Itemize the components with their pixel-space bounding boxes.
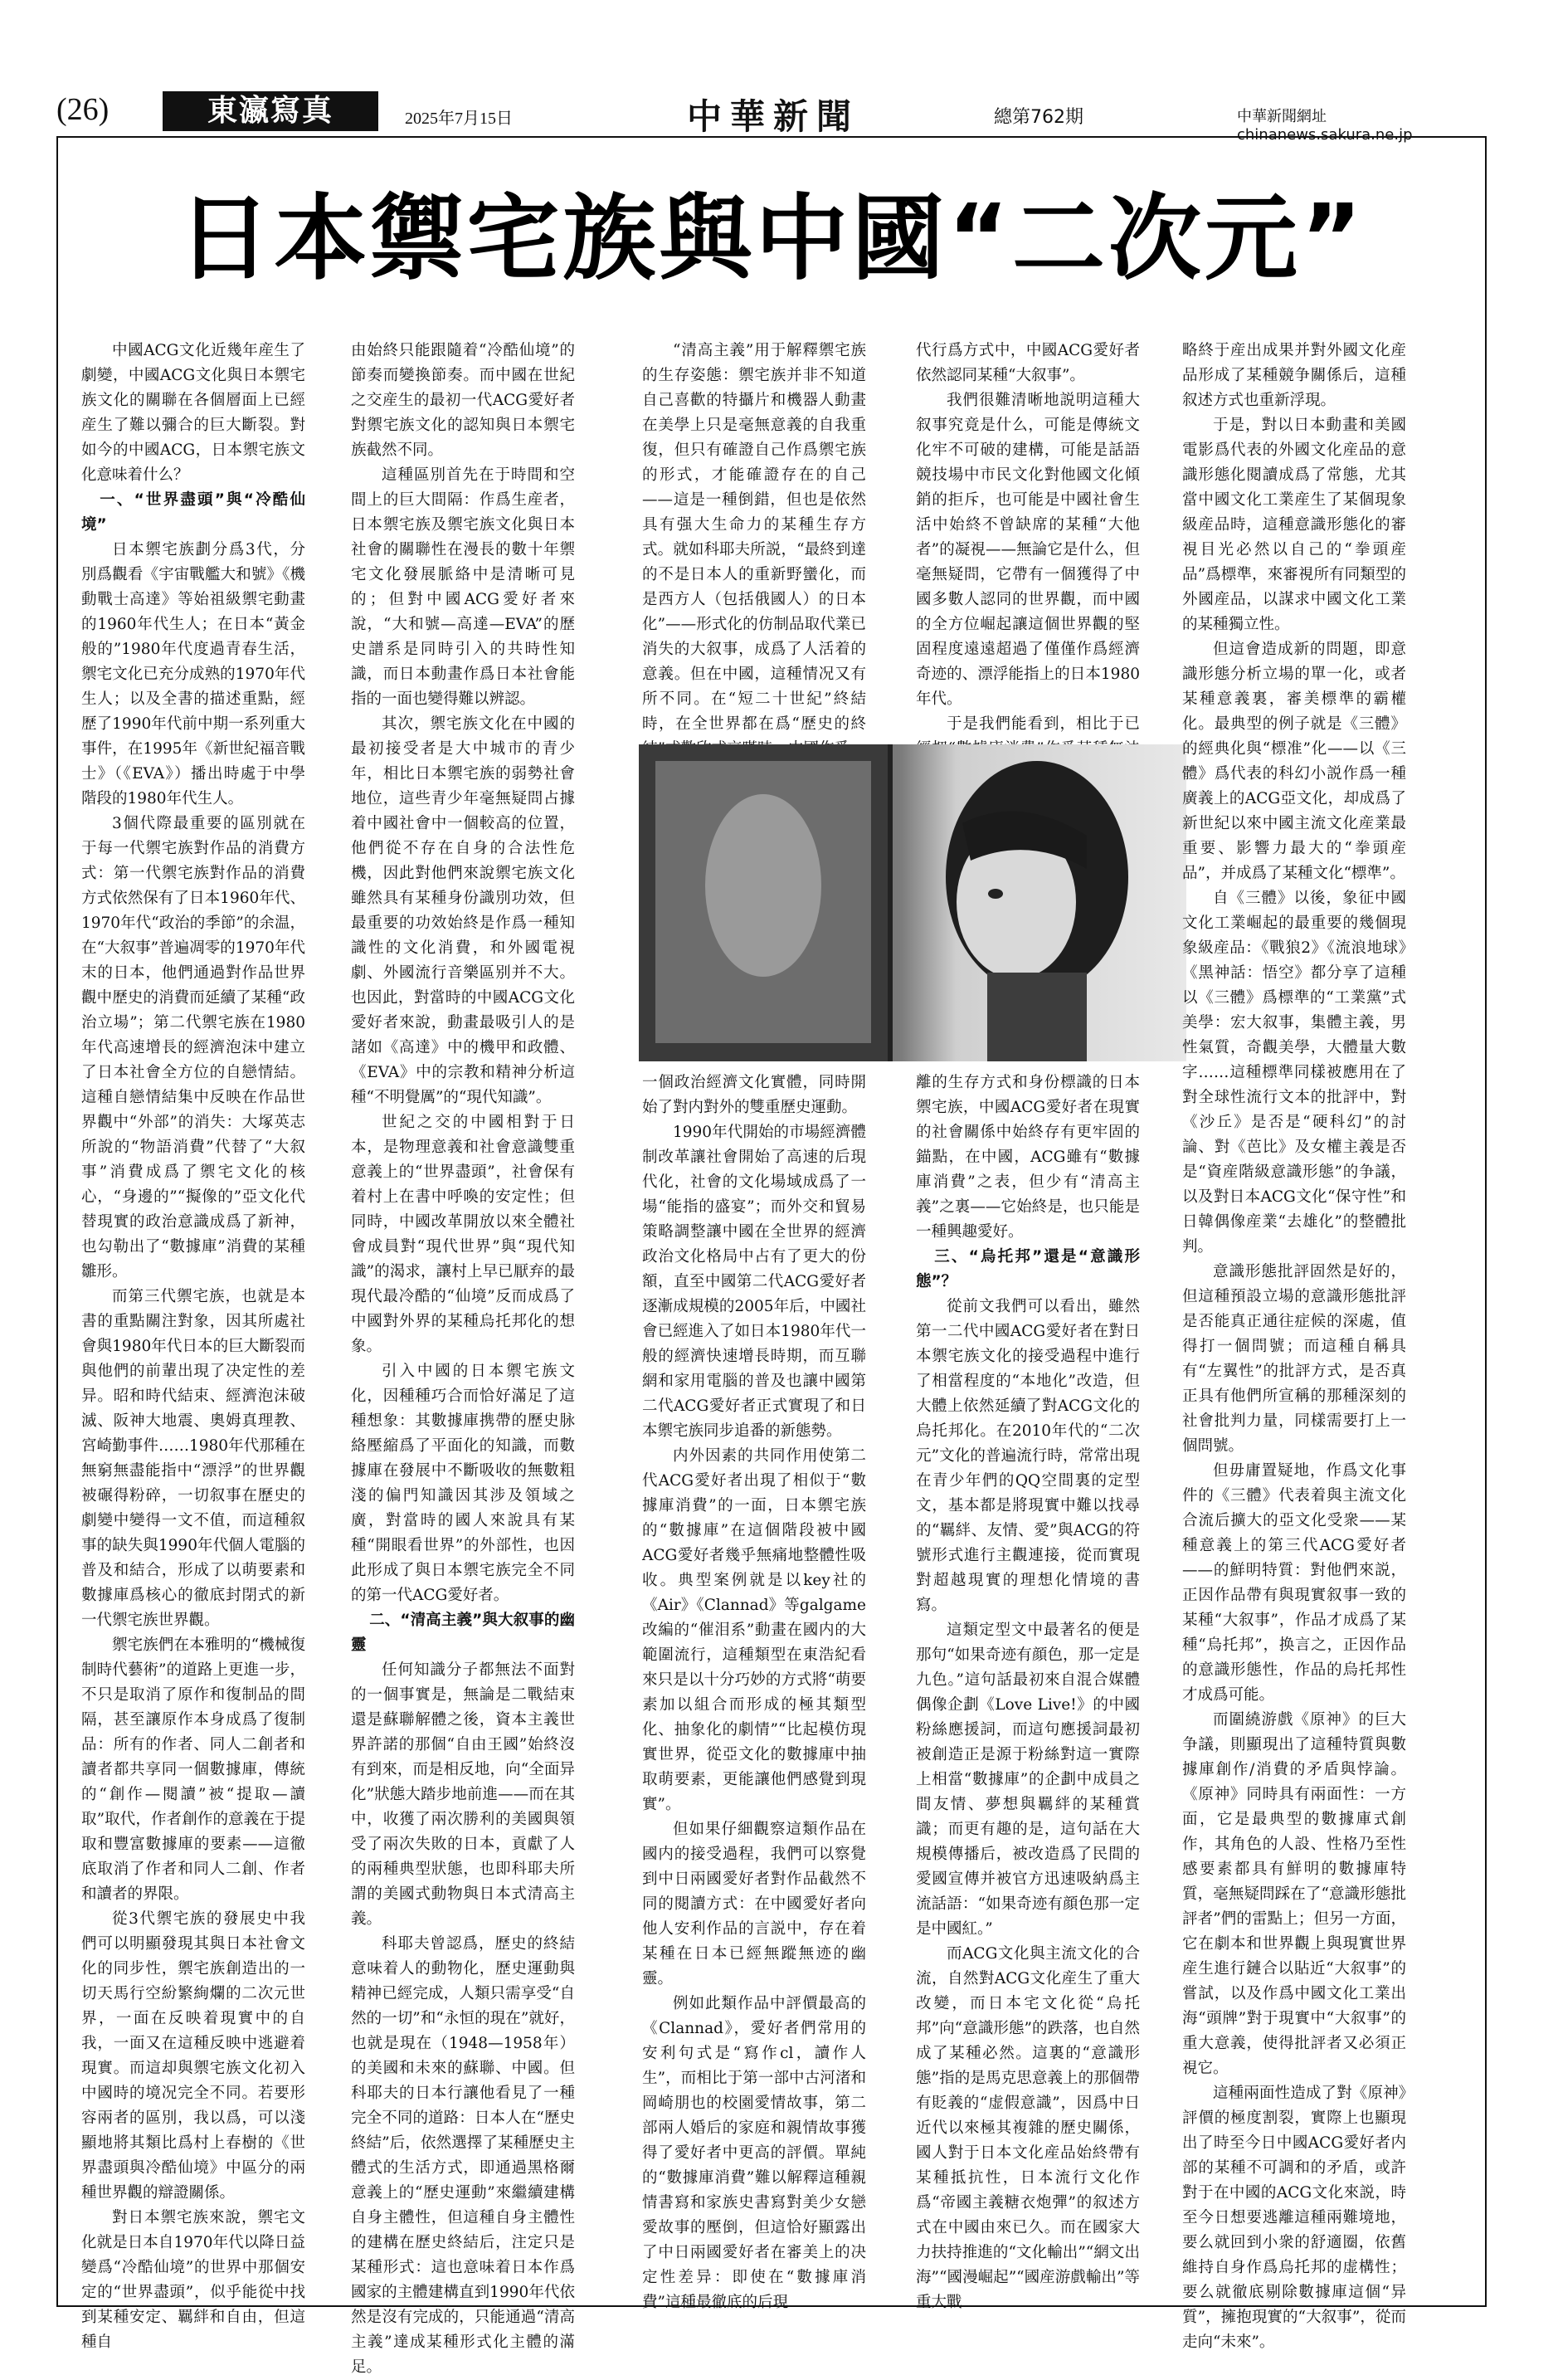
subhead-3: 三、“烏托邦”還是“意識形態”？ bbox=[916, 1248, 1140, 1290]
paragraph: 而ACG文化與主流文化的合流，自然對ACG文化産生了重大改變，而日本宅文化從“烏托邦”向“意識形態”的跌落，也自然成了某種必然。這裏的“意識形態”指的是馬克思意義上的那個帶有貶義的“虚假意識”，因爲中日近代以來極其複雜的歷史關係，國人對于日本文化産品始終帶有某種抵抗性，日本流行文化作爲“帝國主義糖衣炮彈”的叙述方式在中國由來已久。而在國家大力扶持推進的“文化輸出”“網文出海”“國漫崛起”“國産游戲輸出”等重大戰 bbox=[916, 1945, 1140, 2311]
headline: 日本禦宅族與中國“二次元” bbox=[178, 185, 1366, 293]
paragraph: 離的生存方式和身份標識的日本禦宅族，中國ACG愛好者在現實的社會關係中始終存有更牢固的錨點，在中國，ACG雖有“數據庫消費”之表，但少有“清高主義”之裏——它始終是，也只能是一種興趣愛好。 bbox=[916, 1074, 1140, 1241]
paragraph: 這類定型文中最著名的便是那句“如果奇迹有顔色，那一定是九色。”這句話最初來自混合媒體偶像企劃《Love Live!》的中國粉絲應援詞，而這句應援詞最初被創造正是源于粉絲對這一實際上相當“數據庫”的企劃中成員之間友情、夢想與羈絆的某種賞識；而更有趣的是，這句話在大規模傳播后，被改造爲了民間的愛國宣傳并被官方迅速吸納爲主流話語：“如果奇迹有顔色那一定是中國紅。” bbox=[916, 1622, 1140, 1938]
photo-girl-looking-at-screen bbox=[639, 744, 1186, 1061]
column-1 bbox=[81, 339, 305, 2351]
screen-edge bbox=[888, 744, 893, 1061]
paragraph: 例如此類作品中評價最高的《Clannad》，愛好者們常用的安利句式是“寫作cl，讀作人生”，而相比于第一部中古河渚和岡崎朋也的校園愛情故事，第二部兩人婚后的家庭和親情故事獲得了愛好者中更高的評價。單純的“數據庫消費”難以解釋這種親情書寫和家族史書寫對美少女戀愛故事的壓倒，但這恰好顯露出了中日兩國愛好者在審美上的决定性差异：即使在“數據庫消費”這種最徹底的后現 bbox=[642, 1995, 866, 2311]
paragraph: 但如果仔細觀察這類作品在國内的接受過程，我們可以察覺到中日兩國愛好者對作品截然不同的閱讀方式：在中國愛好者向他人安利作品的言説中，存在着某種在日本已經無蹤無迹的幽靈。 bbox=[642, 1821, 866, 1987]
paragraph: 中國ACG文化近幾年産生了劇變，中國ACG文化與日本禦宅族文化的關聯在各個層面上已經産生了難以彌合的巨大斷裂。對如今的中國ACG，日本禦宅族文化意味着什么？ bbox=[81, 342, 305, 484]
paragraph: 日本禦宅族劃分爲3代，分別爲觀看《宇宙戰艦大和號》《機動戰士高達》等始祖級禦宅動畫的1960年代生人；在日本“黃金般的”1980年代度過青春生活，禦宅文化已充分成熟的1970年代生人；以及全書的描述重點，經歷了1990年代前中期一系列重大事件，在1995年《新世紀福音戰士》（《EVA》）播出時處于中學階段的1980年代生人。 bbox=[81, 541, 305, 807]
paragraph: 其次，禦宅族文化在中國的最初接受者是大中城市的青少年，相比日本禦宅族的弱勢社會地位，這些青少年毫無疑問占據着中國社會中一個較高的位置，他們從不存在自身的合法性危機，因此對他們來說禦宅族文化雖然具有某種身份識別功效，但最重要的功效始終是作爲一種知識性的文化消費，和外國電視劇、外國流行音樂區别并不大。也因此，對當時的中國ACG文化愛好者來說，動畫最吸引人的是諸如《高達》中的機甲和政體、《EVA》中的宗教和精神分析這種“不明覺厲”的“現代知識”。 bbox=[351, 715, 575, 1106]
photo-illustration bbox=[639, 744, 1186, 1061]
column-4-bottom bbox=[916, 1071, 1140, 2311]
paragraph: 對日本禦宅族來說，禦宅文化就是日本自1970年代以降日益變爲“冷酷仙境”的世界中那個安定的“世界盡頭”，似乎能從中找到某種安定、羈絆和自由，但這種自 bbox=[81, 2209, 305, 2351]
subhead-2: 二、“清高主義”與大叙事的幽靈 bbox=[351, 1612, 575, 1654]
paragraph: 世紀之交的中國相對于日本，是物理意義和社會意識雙重意義上的“世界盡頭”，社會保有着村上在書中呼喚的安定性；但同時，中國改革開放以來全體社會成員對“現代世界”與“現代知識”的渴求，讓村上早已厭弃的最現代最冷酷的“仙境”反而成爲了中國對外界的某種烏托邦化的想象。 bbox=[351, 1114, 575, 1355]
paragraph: 引入中國的日本禦宅族文化，因種種巧合而恰好滿足了這種想象：其數據庫携帶的歷史脉絡壓縮爲了平面化的知識，而數據庫在發展中不斷吸收的無數粗淺的偏門知識因其涉及領域之廣，對當時的國人來說具有某種“開眼看世界”的外部性，也因此形成了與日本禦宅族完全不同的第一代ACG愛好者。 bbox=[351, 1363, 575, 1604]
paragraph: 3個代際最重要的區別就在于每一代禦宅族對作品的消費方式：第一代禦宅族對作品的消費方式依然保有了日本1960年代、1970年代“政治的季節”的余温，在“大叙事”普遍凋零的1970年代末的日本，他們通過對作品世界觀中歷史的消費而延續了某種“政治立場”；第二代禦宅族在1980年代高速增長的經濟泡沫中建立了日本社會全方位的自戀情結。這種自戀情結集中反映在作品世界觀中“外部”的消失：大塚英志所說的“物語消費”代替了“大叙事”消費成爲了禦宅文化的核心，“身邊的”“擬像的”亞文化代替現實的政治意識成爲了新神，也勾勒出了“數據庫”消費的某種雛形。 bbox=[81, 815, 305, 1280]
issue-number: 總第762期 bbox=[994, 107, 1083, 128]
subhead-1: 一、“世界盡頭”與“冷酷仙境” bbox=[81, 491, 305, 534]
masthead bbox=[56, 90, 1487, 144]
issue-date: 2025年7月15日 bbox=[405, 110, 513, 128]
paragraph: 而圍繞游戲《原神》的巨大争議，則顯現出了這種特質與數據庫創作/消費的矛盾與悖論。《原神》同時具有兩面性：一方面，它是最典型的數據庫式創作，其角色的人設、性格乃至性感要素都具有鮮明的數據庫特質，毫無疑問踩在了“意識形態批評者”們的雷點上；但另一方面，它在劇本和世界觀上與現實世界産生進行鏈合以貼近“大叙事”的嘗試，以及作爲中國文化工業出海“頭牌”對于現實中“大叙事”的重大意義，使得批評者又必須正視它。 bbox=[1182, 1711, 1406, 2077]
paper-name: 中華新聞 bbox=[687, 96, 860, 137]
paragraph: 我們很難清晰地説明這種大叙事究竟是什么，可能是傳統文化牢不可破的建構，可能是話語競技場中市民文化對他國文化傾銷的拒斥，也可能是中國社會生活中始終不曾缺席的某種“大他者”的凝視——無論它是什么，但毫無疑問，它帶有一個獲得了中國多數人認同的世界觀，而中國的全方位崛起讓這個世界觀的堅固程度遠遠超過了僅僅作爲經濟奇迹的、漂浮能指上的日本1980年代。 bbox=[916, 392, 1140, 708]
paragraph: 但毋庸置疑地，作爲文化事件的《三體》代表着與主流文化合流后擴大的亞文化受衆——某種意義上的第三代ACG愛好者——的鮮明特質：對他們來説，正因作品帶有與現實叙事一致的某種“大叙事”，作品才成爲了某種“烏托邦”，换言之，正因作品的意識形態性，作品的烏托邦性才成爲可能。 bbox=[1182, 1462, 1406, 1704]
column-5 bbox=[1182, 339, 1406, 2351]
section-title: 東瀛寫真 bbox=[163, 91, 378, 131]
paragraph: 這種兩面性造成了對《原神》評價的極度割裂，實際上也顯現出了時至今日中國ACG愛好者内部的某種不可調和的矛盾，或許對于在中國的ACG文化來説，時至今日想要逃離這種兩難境地，要么就回到小衆的舒適圈，依舊維持自身作爲烏托邦的虚構性；要么就徹底剔除數據庫這個“异質”，擁抱現實的“大叙事”，從而走向“未來”。 bbox=[1182, 2085, 1406, 2351]
paragraph: 1990年代開始的市場經濟體制改革讓社會開始了高速的后現代化，社會的文化場域成爲了一場“能指的盛宴”；而外交和貿易策略調整讓中國在全世界的經濟政治文化格局中占有了更大的份額，直至中國第二代ACG愛好者逐漸成規模的2005年后，中國社會已經進入了如日本1980年代一般的經濟快速增長時期，而互聯網和家用電腦的普及也讓中國第二代ACG愛好者正式實現了和日本禦宅族同步追番的新態勢。 bbox=[642, 1124, 866, 1440]
paragraph: 代行爲方式中，中國ACG愛好者依然認同某種“大叙事”。 bbox=[916, 342, 1140, 384]
paragraph: 從3代禦宅族的發展史中我們可以明顯發現其與日本社會文化的同步性，禦宅族創造出的一切天馬行空紛繁絢爛的二次元世界，一面在反映着現實中的自我，一面又在這種反映中逃避着現實。而這却與禦宅族文化初入中國時的境况完全不同。若要形容兩者的區別，我以爲，可以淺顯地將其類比爲村上春樹的《世界盡頭與冷酷仙境》中區分的兩種世界觀的辯證關係。 bbox=[81, 1910, 305, 2202]
paragraph: 但這會造成新的問題，即意識形態分析立場的單一化，或者某種意義裏，審美標準的霸權化。最典型的例子就是《三體》的經典化與“標准”化——以《三體》爲代表的科幻小説作爲一種廣義上的ACG亞文化，却成爲了新世紀以來中國主流文化産業最重要、影響力最大的“拳頭産品”，并成爲了某種文化“標準”。 bbox=[1182, 641, 1406, 882]
paragraph: 略終于産出成果并對外國文化産品形成了某種競争關係后，這種叙述方式也重新浮現。 bbox=[1182, 342, 1406, 409]
eye bbox=[988, 889, 1003, 899]
paragraph: 自《三體》以後，象征中國文化工業崛起的最重要的幾個現象級産品：《戰狼2》《流浪地球》《黑神話：悟空》都分享了這種以《三體》爲標準的“工業黨”式美學：宏大叙事，集體主義，男性氣質，奇觀美學，大體量大數字……這種標準同樣被應用在了對全球性流行文本的批評中，對《沙丘》是否是“硬科幻”的討論、對《芭比》及女權主義是否是“資産階級意識形態”的争議，以及對日本ACG文化“保守性”和日韓偶像産業“去雄化”的整體批判。 bbox=[1182, 890, 1406, 1256]
paragraph: “清高主義”用于解釋禦宅族的生存姿態：禦宅族并非不知道自己喜歡的特攝片和機器人動畫在美學上只是毫無意義的自我重復，但只有確證自己作爲禦宅族的形式，才能確證存在的自己——這是一種倒錯，但也是依然具有强大生命力的某種生存方式。就如科耶夫所説，“最終到達的不是日本人的重新野蠻化，而是西方人（包括俄國人）的日本化”——形式化的仿制品取代業已消失的大叙事，成爲了人活着的意義。但在中國，這種情况又有所不同。在“短二十世紀”終結時，在全世界都在爲“歷史的終 bbox=[642, 342, 866, 733]
paragraph: 從前文我們可以看出，雖然第一二代中國ACG愛好者在對日本禦宅族文化的接受過程中進行了相當程度的“本地化”改造，但大體上依然延續了對ACG文化的烏托邦化。在2010年代的“二次元”文化的普遍流行時，常常出現在青少年們的QQ空間裏的定型文，基本都是將現實中難以找尋的“羈絆、友情、愛”與ACG的符號形式進行主觀連接，從而實現對超越現實的理想化情境的書寫。 bbox=[916, 1298, 1140, 1614]
paragraph: 而第三代禦宅族，也就是本書的重點關注對象，因其所處社會與1980年代日本的巨大斷裂而與他們的前輩出現了决定性的差异。昭和時代結束、經濟泡沫破滅、阪神大地震、奧姆真理教、宮崎勤事件……1980年代那種在無窮無盡能指中“漂浮”的世界觀被碾得粉碎，一切叙事在歷史的劇變中變得一文不值，而這種叙事的缺失與1990年代個人電腦的普及和結合，形成了以萌要素和數據庫爲核心的徹底封閉式的新一代禦宅族世界觀。 bbox=[81, 1288, 305, 1629]
paragraph: 于是我們能看到，相比于已 bbox=[947, 715, 1140, 733]
column-2 bbox=[351, 339, 575, 2376]
shoulders bbox=[987, 973, 1087, 1061]
paragraph: 内外因素的共同作用使第二代ACG愛好者出現了相似于“數據庫消費”的一面，日本禦宅族的“數據庫”在這個階段被中國ACG愛好者幾乎無痛地整體性吸收。典型案例就是以key社的《Air》《Clannad》等galgame改編的“催泪系”動畫在國内的大範圍流行，這種類型在東浩紀看來只是以十分巧妙的方式將“萌要素加以組合而形成的極其類型化、抽象化的劇情”“比起模仿現實世界，從亞文化的數據庫中抽取萌要素，更能讓他們感覺到現實”。 bbox=[642, 1447, 866, 1813]
paragraph: 這種區別首先在于時間和空間上的巨大間隔：作爲生産者，日本禦宅族及禦宅族文化與日本社會的關聯性在漫長的數十年禦宅文化發展脈絡中是清晰可見的；但對中國ACG愛好者來說，“大和號—高達—EVA”的歷史譜系是同時引入的共時性知識，而日本動畫作爲日本社會能指的一面也變得難以辨認。 bbox=[351, 466, 575, 708]
paragraph: 科耶夫曾認爲，歷史的終結意味着人的動物化，歷史運動與精神已經完成，人類只需享受“自然的一切”和“永恒的現在”就好，也就是現在（1948—1958年）的美國和未來的蘇聯、中國。但科耶夫的日本行讓他看見了一種完全不同的道路：日本人在“歷史終結”后，依然選擇了某種歷史主體式的生活方式，即通過黑格爾意義上的“歷史運動”來繼續建構自身主體性，但這種自身主體性的建構在歷史終結后，注定只是某種形式：這也意味着日本作爲國家的主體建構直到1990年代依然是沒有完成的，只能通過“清高主義”達成某種形式化主體的滿足。 bbox=[351, 1935, 575, 2376]
paragraph: 一個政治經濟文化實體，同時開始了對内對外的雙重歷史運動。 bbox=[642, 1074, 866, 1116]
paragraph: 于是，對以日本動畫和美國電影爲代表的外國文化産品的意識形態化閱讀成爲了常態，尤其當中國文化工業産生了某個現象級産品時，這種意識形態化的審視目光必然以自己的“拳頭産品”爲標準，來審視所有同類型的外國産品，以謀求中國文化工業的某種獨立性。 bbox=[1182, 417, 1406, 633]
screen-figure bbox=[705, 794, 821, 977]
paragraph: 任何知識分子都無法不面對的一個事實是，無論是二戰結束還是蘇聯解體之後，資本主義世界許諾的那個“自由王國”始終沒有到來，而是相反地，向“全面异化”狀態大踏步地前進——而在其中，收獲了兩次勝利的美國與領受了兩次失敗的日本，貢獻了人的兩種典型狀態，也即科耶夫所謂的美國式動物與日本式清高主義。 bbox=[351, 1661, 575, 1928]
paragraph: 意識形態批評固然是好的，但這種預設立場的意識形態批評是否能真正通往症候的深處，值得打一個問號；而這種自稱具有“左翼性”的批評方式，是否真正具有他們所宣稱的那種深刻的社會批判力量，同樣需要打上一個問號。 bbox=[1182, 1263, 1406, 1455]
paragraph: 禦宅族們在本雅明的“機械復制時代藝術”的道路上更進一步，不只是取消了原作和復制品的間隔，甚至讓原作本身成爲了復制品：所有的作者、同人二創者和讀者都共享同一個數據庫，傳統的“創作—閱讀”被“提取—讀取”取代，作者創作的意義在于提取和豐富數據庫的要素——這徹底取消了作者和同人二創、作者和讀者的界限。 bbox=[81, 1636, 305, 1903]
website: 中華新聞網址 chinanews.sakura.ne.jp bbox=[1237, 108, 1413, 144]
page-number: (26) bbox=[56, 92, 110, 127]
column-3-bottom bbox=[642, 1071, 866, 2311]
paragraph: 由始終只能跟隨着“冷酷仙境”的節奏而變換節奏。而中國在世紀之交産生的最初一代ACG愛好者對禦宅族文化的認知與日本禦宅族截然不同。 bbox=[351, 342, 575, 459]
